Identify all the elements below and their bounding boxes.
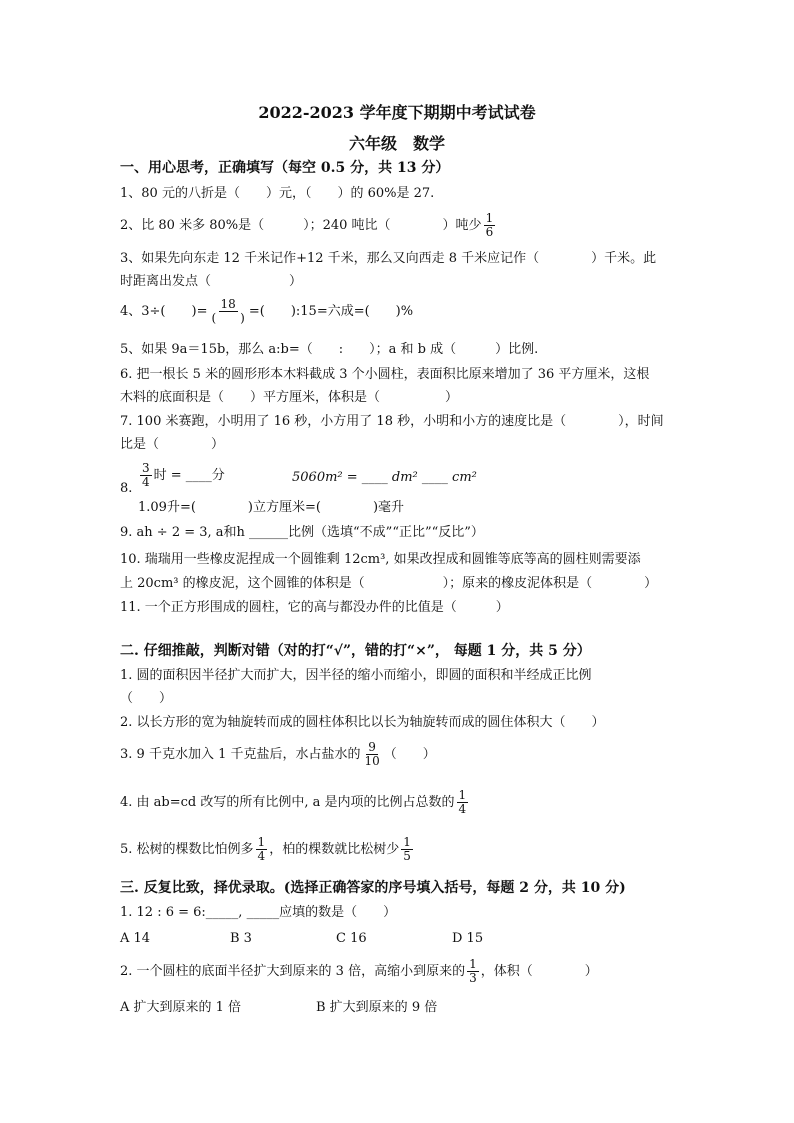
s2-q4-fraction: $\frac{1}{4}$ <box>458 788 467 816</box>
s2-question-2: 2. 以长方形的宽为轴旋转而成的圆柱体积比以长为轴旋转而成的圆住体积大（ ） <box>120 715 605 730</box>
s2-q5-fraction-a: $\frac{1}{4}$ <box>257 835 266 863</box>
s1-question-1: 1、80 元的八折是（ ）元，（ ）的 60%是 27. <box>120 186 435 201</box>
s1-question-8c: 1.09升=( )立方厘米=( )毫升 <box>138 500 405 515</box>
s1-question-3-line2: 时距离出发点（ ） <box>120 274 303 289</box>
exam-subtitle: 六年级 数学 <box>348 134 445 153</box>
s3-question-1: 1. 12 : 6 = 6:_____, _____应填的数是（ ） <box>120 905 397 920</box>
s1-question-11: 11. 一个正方形围成的圆柱，它的高与都没办件的比值是（ ） <box>120 600 509 615</box>
section2-heading: 二. 仔细推敲，判断对错（对的打“√”，错的打“×”， 每题 1 分，共 5 分） <box>120 643 591 659</box>
s1-question-2 <box>120 212 497 239</box>
s3-question-2: 2. 一个圆柱的底面半径扩大到原来的 3 倍，高缩小到原来的 $\frac{1}{3}$ ，体积（ ） <box>120 957 598 985</box>
s1-q8-label: 8. <box>120 481 133 496</box>
s1-question-5: 5、如果 9a＝15b，那么 a:b=（ : ）；a 和 b 成（ ）比例. <box>120 342 539 357</box>
s3-q1-option-c: C 16 <box>336 931 367 946</box>
s2-question-1-line1: 1. 圆的面积因半径扩大而扩大，因半径的缩小而缩小，即圆的面积和半经成正比例 <box>120 668 592 683</box>
s3-q1-option-b: B 3 <box>230 931 252 946</box>
s1-question-10-line2: 上 20cm³ 的橡皮泥，这个圆锥的体积是（ ）；原来的橡皮泥体积是（ ） <box>120 576 658 591</box>
s1-question-3-line1: 3、如果先向东走 12 千米记作+12 千米，那么又向西走 8 千米应记作（ ）千米。此 <box>120 251 657 266</box>
s1-q4-fraction: $\frac{18}{( )}$ <box>211 297 245 325</box>
exam-title: 2022-2023 学年度下期期中考试试卷 <box>258 103 536 122</box>
s2-question-5: 5. 松树的棵数比怕例多 $\frac{1}{4}$ ，柏的棵数就比松树少 $\frac{1}{5}$ <box>120 835 411 863</box>
s1-question-6-line1: 6. 把一根长 5 米的圆形形本木料截成 3 个小圆柱，表面积比原来增加了 36 平方厘米，这根 <box>120 367 650 382</box>
s1-q2-fraction: $\frac{1}{6}$ <box>485 211 494 239</box>
section3-heading: 三. 反复比致，择优录取。(选择正确答家的序号填入括号，每题 2 分，共 10 分) <box>120 880 626 896</box>
section1-heading: 一、用心思考，正确填写（每空 0.5 分，共 13 分） <box>120 160 450 176</box>
s2-question-1-line2: （ ） <box>120 691 173 706</box>
s3-q1-option-a: A 14 <box>120 931 151 946</box>
s3-q2-option-a: A 扩大到原来的 1 倍 <box>120 1000 242 1015</box>
s3-q1-option-d: D 15 <box>452 931 484 946</box>
s2-q3-fraction: $\frac{9}{10}$ <box>364 740 380 768</box>
s1-question-8a: $\frac{3}{4}$ 时 = ____分 <box>142 461 225 489</box>
s1-q8-fraction: $\frac{3}{4}$ <box>142 461 150 489</box>
s2-q5-fraction-b: $\frac{1}{5}$ <box>403 835 411 863</box>
s1-question-4: 4、3÷( )= $\frac{18}{( )}$ =( ):15=六成=( )% <box>120 297 414 325</box>
s3-q2-fraction: $\frac{1}{3}$ <box>469 957 477 985</box>
s1-q2-text: 2、比 80 米多 80%是（ ）；240 吨比（ ）吨少 <box>120 218 482 233</box>
s1-question-9: 9. ah ÷ 2 = 3, a和h ______比例（选填“不成”“正比”“反比”） <box>120 525 484 540</box>
s2-question-3: 3. 9 千克水加入 1 千克盐后，水占盐水的 $\frac{9}{10}$ （ ） <box>120 740 436 768</box>
s1-question-8b: 5060m² = ____ dm² ____ cm² <box>292 470 477 485</box>
s1-question-7-line2: 比是（ ） <box>120 437 225 452</box>
s1-question-10-line1: 10. 瑞瑞用一些橡皮泥捏成一个圆锥剩 12cm³, 如果改捏成和圆锥等底等高的圆柱则需要添 <box>120 552 641 567</box>
s1-question-6-line2: 木料的底面积是（ ）平方厘米，体积是（ ） <box>120 390 459 405</box>
s1-question-7-line1: 7. 100 米赛跑，小明用了 16 秒，小方用了 18 秒，小明和小方的速度比是（ ），时间 <box>120 414 664 429</box>
s2-question-4: 4. 由 ab=cd 改写的所有比例中, a 是内项的比例占总数的 $\frac{1}{4}$ <box>120 788 467 816</box>
s3-q2-option-b: B 扩大到原来的 9 倍 <box>316 1000 438 1015</box>
